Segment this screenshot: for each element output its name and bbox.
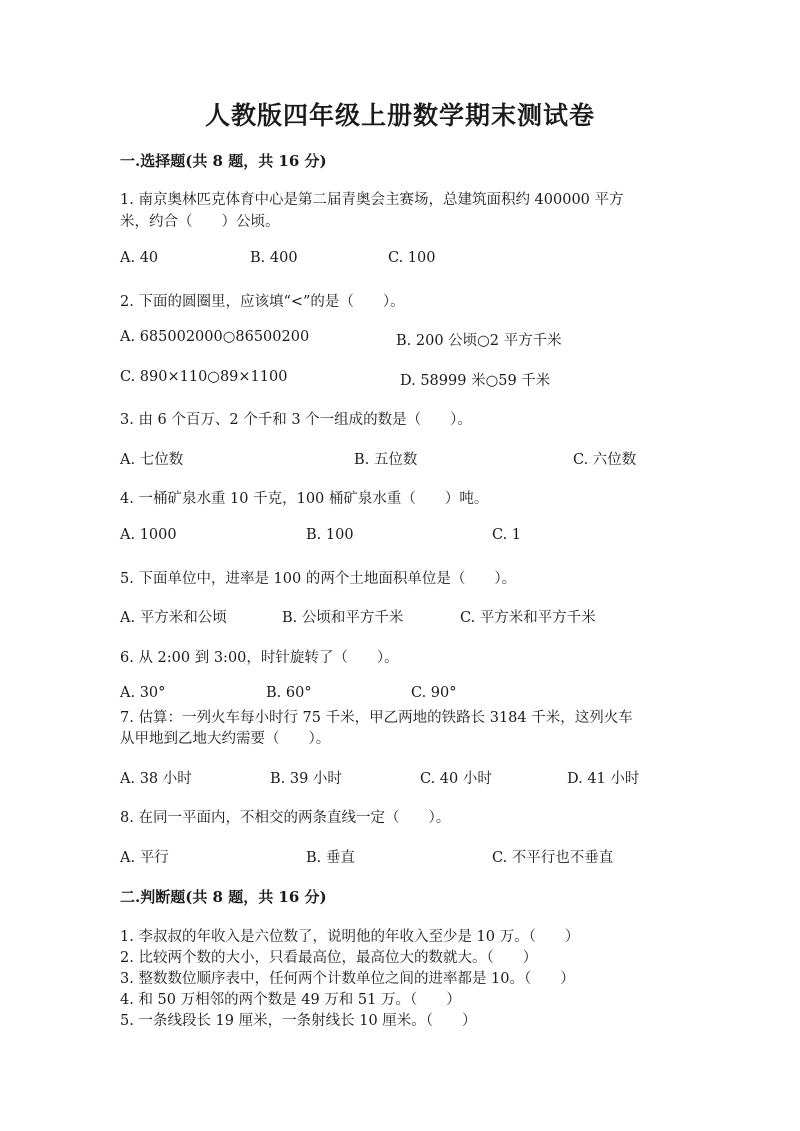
question-7-option-c: C. 40 小时 bbox=[420, 771, 492, 787]
true-false-item-5: 5. 一条线段长 19 厘米，一条射线长 10 厘米。（ ） bbox=[120, 1013, 477, 1029]
question-2-line-1: 2. 下面的圆圈里，应该填“<”的是（ ）。 bbox=[120, 294, 405, 310]
question-2-option-d: D. 58999 米○59 千米 bbox=[400, 373, 551, 389]
question-5-option-a: A. 平方米和公顷 bbox=[120, 610, 227, 626]
question-7-option-b: B. 39 小时 bbox=[270, 771, 342, 787]
true-false-item-4: 4. 和 50 万相邻的两个数是 49 万和 51 万。（ ） bbox=[120, 992, 461, 1008]
question-3-option-c: C. 六位数 bbox=[573, 452, 637, 468]
question-8-option-a: A. 平行 bbox=[120, 850, 169, 866]
question-6-line-1: 6. 从 2:00 到 3:00，时针旋转了（ ）。 bbox=[120, 650, 399, 666]
question-7-line-1: 7. 估算：一列火车每小时行 75 千米，甲乙两地的铁路长 3184 千米，这列火车 bbox=[120, 710, 633, 726]
question-1-line-1: 1. 南京奥林匹克体育中心是第二届青奥会主赛场，总建筑面积约 400000 平方 bbox=[120, 192, 624, 208]
question-8-option-b: B. 垂直 bbox=[306, 850, 355, 866]
section-heading-true-false: 二.判断题(共 8 题，共 16 分) bbox=[120, 888, 327, 906]
question-3-line-1: 3. 由 6 个百万、2 个千和 3 个一组成的数是（ ）。 bbox=[120, 412, 472, 428]
question-1-option-c: C. 100 bbox=[388, 250, 436, 266]
question-5-option-c: C. 平方米和平方千米 bbox=[460, 610, 596, 626]
question-4-line-1: 4. 一桶矿泉水重 10 千克，100 桶矿泉水重（ ）吨。 bbox=[120, 491, 489, 507]
question-1-line-2: 米，约合（ ）公顷。 bbox=[120, 214, 280, 230]
question-4-option-a: A. 1000 bbox=[120, 527, 177, 543]
question-4-option-c: C. 1 bbox=[492, 527, 522, 543]
question-4-option-b: B. 100 bbox=[306, 527, 354, 543]
question-3-option-a: A. 七位数 bbox=[120, 452, 184, 468]
question-6-option-b: B. 60° bbox=[266, 685, 312, 701]
question-6-option-a: A. 30° bbox=[120, 685, 166, 701]
question-1-option-b: B. 400 bbox=[250, 250, 298, 266]
question-3-option-b: B. 五位数 bbox=[354, 452, 418, 468]
section-heading-multiple-choice: 一.选择题(共 8 题，共 16 分) bbox=[120, 152, 327, 170]
question-7-line-2: 从甲地到乙地大约需要（ ）。 bbox=[120, 731, 331, 747]
question-2-option-a: A. 685002000○86500200 bbox=[120, 329, 310, 345]
question-7-option-a: A. 38 小时 bbox=[120, 771, 192, 787]
question-7-option-d: D. 41 小时 bbox=[567, 771, 640, 787]
question-8-line-1: 8. 在同一平面内，不相交的两条直线一定（ ）。 bbox=[120, 810, 451, 826]
page-title: 人教版四年级上册数学期末测试卷 bbox=[204, 101, 595, 130]
question-5-option-b: B. 公顷和平方千米 bbox=[282, 610, 404, 626]
question-5-line-1: 5. 下面单位中，进率是 100 的两个土地面积单位是（ ）。 bbox=[120, 571, 517, 587]
question-2-option-b: B. 200 公顷○2 平方千米 bbox=[396, 333, 562, 349]
question-6-option-c: C. 90° bbox=[411, 685, 457, 701]
question-8-option-c: C. 不平行也不垂直 bbox=[492, 850, 614, 866]
question-1-option-a: A. 40 bbox=[120, 250, 159, 266]
question-2-option-c: C. 890×110○89×1100 bbox=[120, 369, 288, 385]
true-false-item-2: 2. 比较两个数的大小，只看最高位，最高位大的数就大。（ ） bbox=[120, 950, 538, 966]
true-false-item-1: 1. 李叔叔的年收入是六位数了，说明他的年收入至少是 10 万。（ ） bbox=[120, 929, 580, 945]
true-false-item-3: 3. 整数数位顺序表中，任何两个计数单位之间的进率都是 10。（ ） bbox=[120, 971, 575, 987]
